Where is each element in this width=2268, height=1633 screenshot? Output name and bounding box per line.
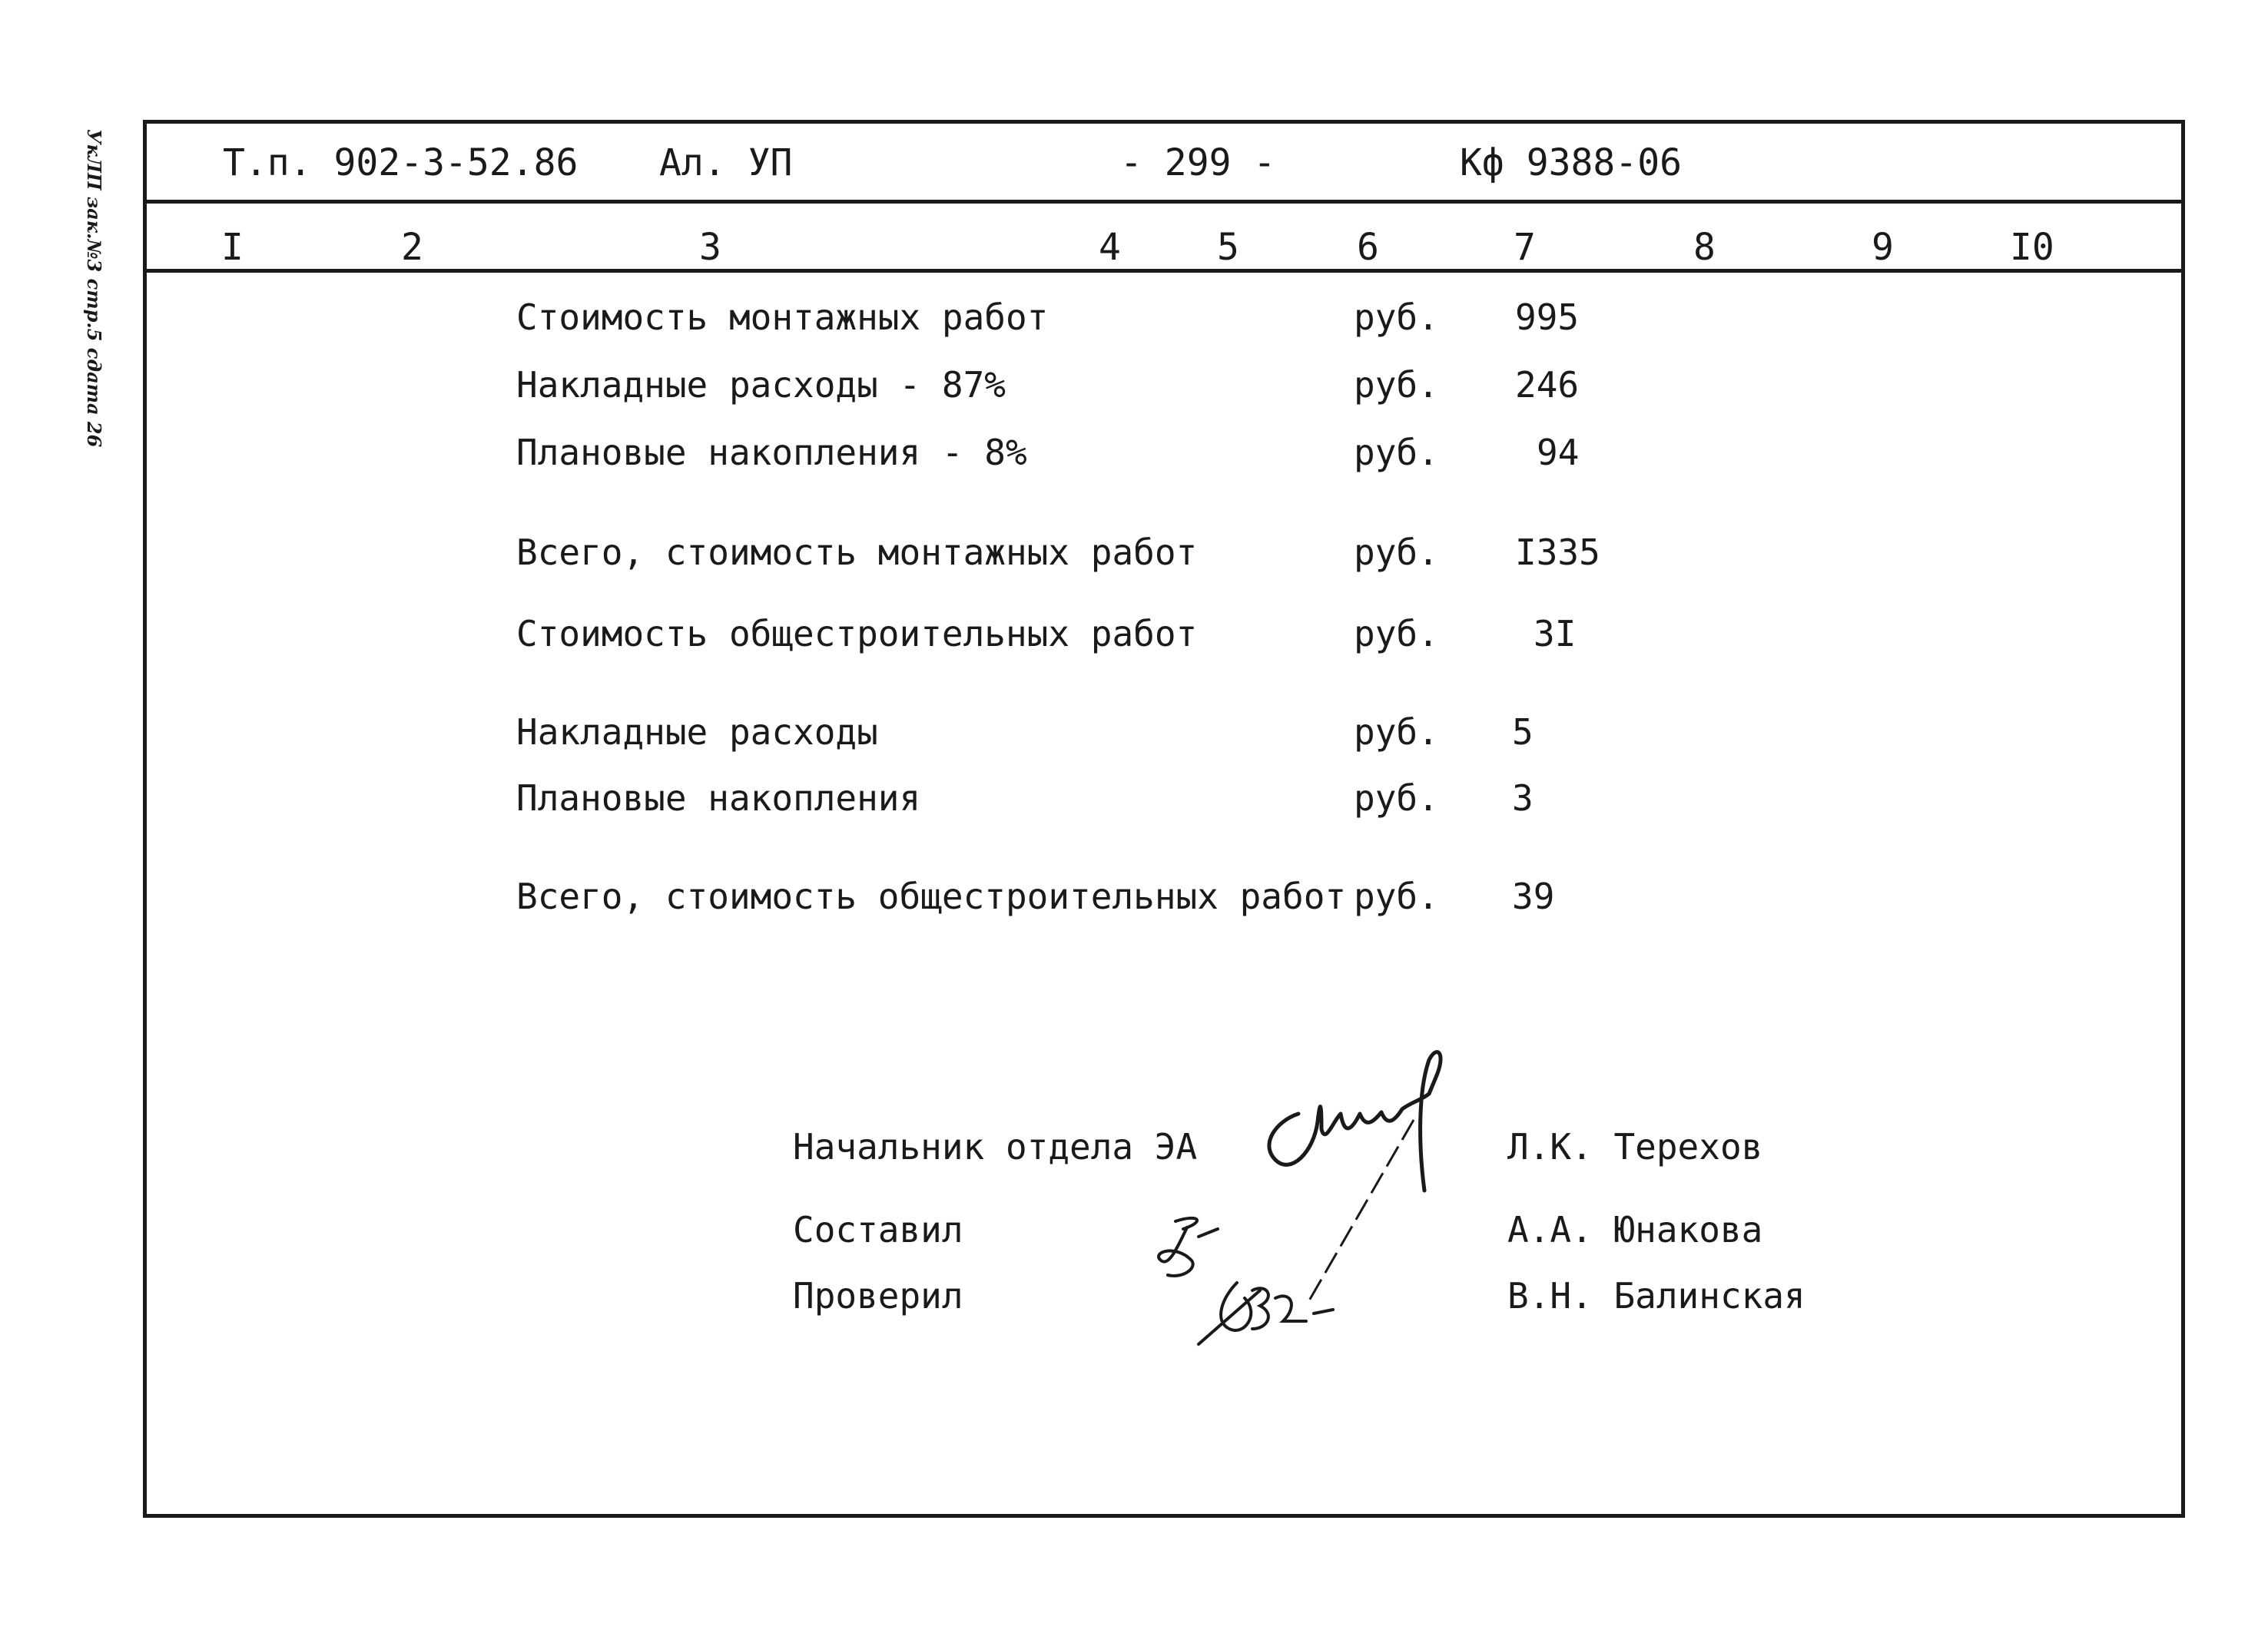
row-label: Всего, стоимость общестроительных работ: [516, 876, 1347, 917]
row-value: 3I: [1534, 613, 1577, 654]
row-label: Стоимость монтажных работ: [516, 296, 1049, 338]
signature-name: А.А. Юнакова: [1507, 1209, 1763, 1250]
column-1: I: [221, 226, 244, 269]
signature-role: Проверил: [793, 1275, 963, 1317]
row-value: 39: [1512, 876, 1555, 917]
page-number: - 299 -: [1120, 141, 1276, 184]
column-6: 6: [1357, 226, 1379, 269]
document-frame: [143, 120, 2185, 1518]
row-value: 5: [1512, 711, 1534, 753]
row-label: Плановые накопления - 8%: [516, 432, 1027, 473]
signature-head-of-department: [1245, 1029, 1460, 1214]
row-unit: руб.: [1354, 296, 1439, 338]
column-8: 8: [1693, 226, 1716, 269]
column-divider: [143, 269, 2185, 273]
signature-role: Начальник отдела ЭА: [793, 1126, 1198, 1168]
row-unit: руб.: [1354, 777, 1439, 819]
row-value: 246: [1515, 364, 1580, 406]
row-label: Накладные расходы: [516, 711, 878, 753]
column-10: I0: [2010, 226, 2054, 269]
column-5: 5: [1217, 226, 1239, 269]
column-3: 3: [699, 226, 721, 269]
row-unit: руб.: [1354, 876, 1439, 917]
album-number: Ал. УП: [659, 141, 793, 184]
column-2: 2: [401, 226, 423, 269]
row-value: 995: [1515, 296, 1580, 338]
column-4: 4: [1099, 226, 1121, 269]
row-unit: руб.: [1354, 364, 1439, 406]
document-code: Кф 9388-06: [1460, 141, 1682, 184]
row-unit: руб.: [1354, 711, 1439, 753]
row-unit: руб.: [1354, 432, 1439, 473]
signature-name: Л.К. Терехов: [1507, 1126, 1763, 1168]
row-value: 3: [1512, 777, 1534, 819]
header-divider: [143, 200, 2185, 204]
signature-role: Составил: [793, 1209, 963, 1250]
margin-stamp: УкЛП зак.№3 стр.5 сдата 26: [83, 129, 105, 448]
row-unit: руб.: [1354, 532, 1439, 573]
row-label: Накладные расходы - 87%: [516, 364, 1006, 406]
row-value: 94: [1537, 432, 1580, 473]
row-label: Плановые накопления: [516, 777, 921, 819]
row-value: I335: [1515, 532, 1600, 573]
row-unit: руб.: [1354, 613, 1439, 654]
column-7: 7: [1514, 226, 1536, 269]
signature-name: В.Н. Балинская: [1507, 1275, 1805, 1317]
row-label: Всего, стоимость монтажных работ: [516, 532, 1198, 573]
row-label: Стоимость общестроительных работ: [516, 613, 1198, 654]
project-number: Т.п. 902-3-52.86: [223, 141, 579, 184]
signature-checked-by: [1191, 1267, 1345, 1352]
column-9: 9: [1872, 226, 1894, 269]
